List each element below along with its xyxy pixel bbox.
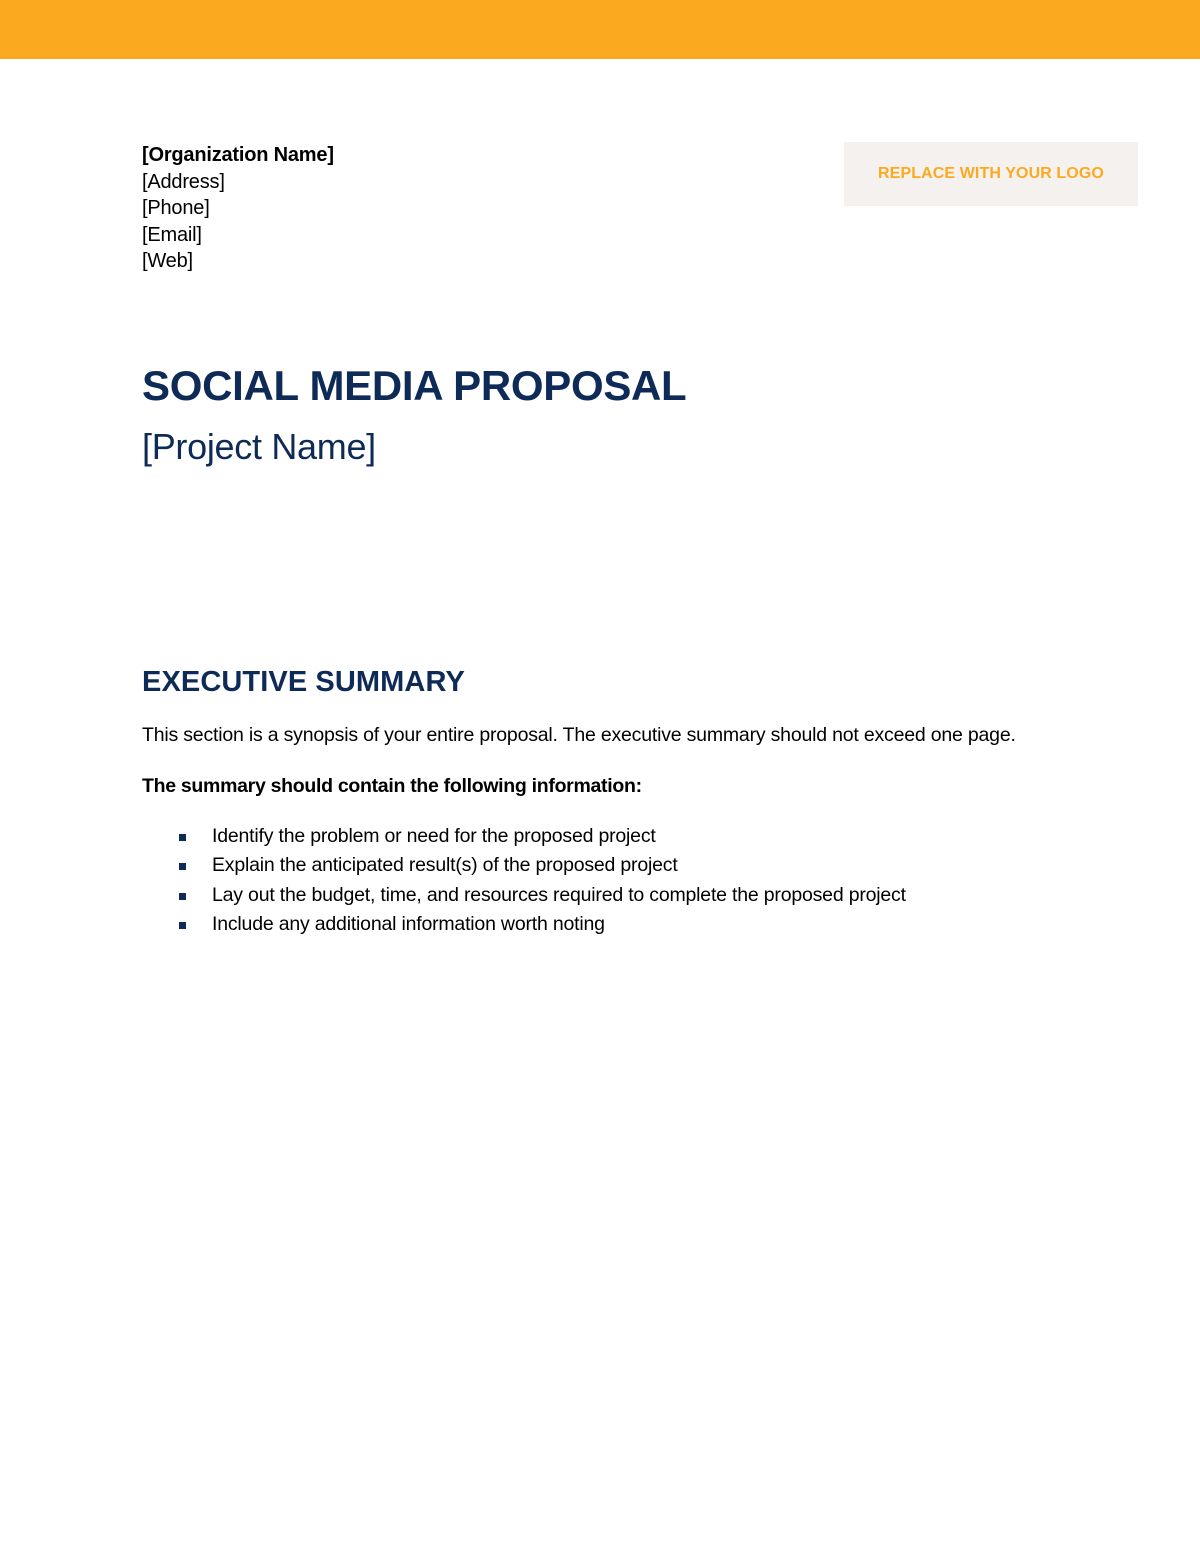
summary-requirements-list (142, 822, 906, 939)
square-bullet-icon (179, 922, 186, 929)
project-name: [Project Name] (142, 426, 376, 467)
logo-placeholder (844, 142, 1138, 206)
organization-contact-block (142, 142, 334, 275)
list-item (142, 881, 906, 910)
list-item-text: Explain the anticipated result(s) of the proposed project (212, 854, 678, 877)
document-title: SOCIAL MEDIA PROPOSAL (142, 362, 687, 409)
organization-name: [Organization Name] (142, 144, 334, 166)
organization-web: [Web] (142, 250, 193, 272)
list-item (142, 851, 906, 880)
organization-address: [Address] (142, 170, 225, 193)
executive-summary-lead: The summary should contain the following information: (142, 775, 642, 797)
list-item-text: Include any additional information worth noting (212, 912, 605, 935)
organization-phone: [Phone] (142, 197, 210, 219)
organization-email: [Email] (142, 223, 202, 246)
logo-placeholder-text: REPLACE WITH YOUR LOGO (878, 165, 1104, 182)
list-item-text: Lay out the budget, time, and resources required to complete the proposed project (212, 883, 906, 906)
square-bullet-icon (179, 893, 186, 900)
executive-summary-heading: EXECUTIVE SUMMARY (142, 666, 465, 698)
square-bullet-icon (179, 863, 186, 870)
list-item (142, 910, 906, 939)
list-item (142, 822, 906, 851)
executive-summary-intro: This section is a synopsis of your entire proposal. The executive summary should not exceed one page. (142, 724, 1016, 746)
square-bullet-icon (179, 834, 186, 841)
top-accent-bar (0, 0, 1200, 59)
list-item-text: Identify the problem or need for the proposed project (212, 825, 656, 847)
